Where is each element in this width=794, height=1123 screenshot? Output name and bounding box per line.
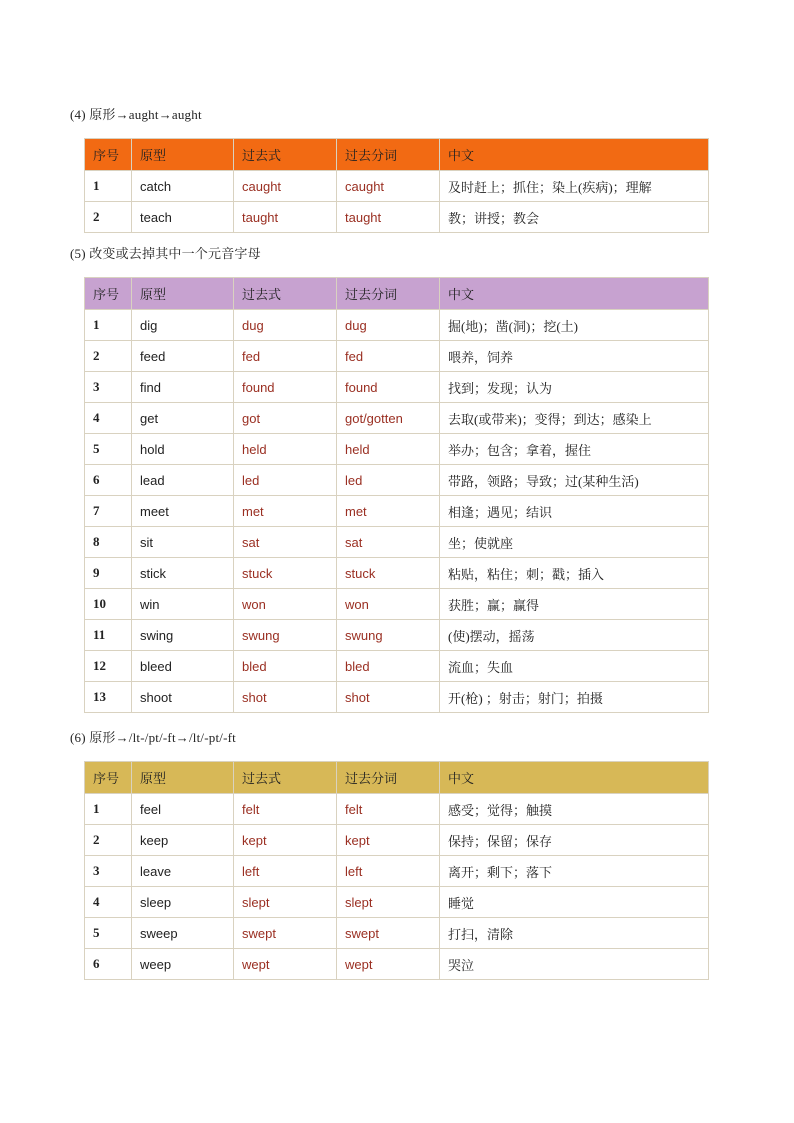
row-number: 3 [85,372,132,403]
chinese-meaning: 坐；使就座 [440,527,709,558]
chinese-meaning: 哭泣 [440,949,709,980]
header-number: 序号 [85,278,132,310]
section-5-heading: (5) 改变或去掉其中一个元音字母 [70,246,261,261]
base-form: get [132,403,234,434]
row-number: 9 [85,558,132,589]
header-base-form: 原型 [132,139,234,171]
row-number: 13 [85,682,132,713]
chinese-meaning: 开(枪) ；射击；射门；拍摄 [440,682,709,713]
row-number: 7 [85,496,132,527]
base-form: weep [132,949,234,980]
table-row [85,496,709,527]
table-row [85,171,709,202]
header-number: 序号 [85,762,132,794]
row-number: 1 [85,310,132,341]
base-form: lead [132,465,234,496]
chinese-meaning: 打扫，清除 [440,918,709,949]
row-number: 11 [85,620,132,651]
table-header-row [85,278,709,310]
section-6-heading: (6) 原形→/lt-/pt/-ft→/lt/-pt/-ft [70,730,236,745]
row-number: 2 [85,202,132,233]
chinese-meaning: 找到；发现；认为 [440,372,709,403]
table-header-row [85,139,709,171]
chinese-meaning: 流血；失血 [440,651,709,682]
past-tense: kept [234,825,337,856]
header-past-participle: 过去分词 [337,139,440,171]
past-participle: fed [337,341,440,372]
past-tense: swept [234,918,337,949]
past-participle: caught [337,171,440,202]
row-number: 1 [85,171,132,202]
table-row [85,620,709,651]
chinese-meaning: (使)摆动，摇荡 [440,620,709,651]
section-6-table [84,761,709,980]
header-base-form: 原型 [132,762,234,794]
table-row [85,825,709,856]
table-row [85,887,709,918]
base-form: shoot [132,682,234,713]
row-number: 4 [85,403,132,434]
section-4-table [84,138,709,233]
past-tense: sat [234,527,337,558]
past-participle: slept [337,887,440,918]
base-form: stick [132,558,234,589]
past-tense: caught [234,171,337,202]
row-number: 2 [85,341,132,372]
chinese-meaning: 带路，领路；导致；过(某种生活) [440,465,709,496]
base-form: feed [132,341,234,372]
past-participle: taught [337,202,440,233]
table-row [85,465,709,496]
table-row [85,949,709,980]
base-form: win [132,589,234,620]
table-header-row [85,762,709,794]
past-participle: left [337,856,440,887]
past-participle: dug [337,310,440,341]
base-form: teach [132,202,234,233]
base-form: sleep [132,887,234,918]
row-number: 8 [85,527,132,558]
past-tense: held [234,434,337,465]
table-row [85,527,709,558]
row-number: 5 [85,918,132,949]
table-row [85,794,709,825]
row-number: 12 [85,651,132,682]
past-tense: stuck [234,558,337,589]
past-tense: wept [234,949,337,980]
chinese-meaning: 感受；觉得；触摸 [440,794,709,825]
row-number: 10 [85,589,132,620]
row-number: 4 [85,887,132,918]
base-form: bleed [132,651,234,682]
past-tense: left [234,856,337,887]
row-number: 2 [85,825,132,856]
header-past-tense: 过去式 [234,278,337,310]
past-participle: sat [337,527,440,558]
header-chinese: 中文 [440,278,709,310]
base-form: hold [132,434,234,465]
chinese-meaning: 教；讲授；教会 [440,202,709,233]
table-row [85,310,709,341]
past-participle: won [337,589,440,620]
past-participle: met [337,496,440,527]
chinese-meaning: 及时赶上；抓住；染上(疾病)；理解 [440,171,709,202]
table-row [85,558,709,589]
header-past-tense: 过去式 [234,139,337,171]
row-number: 1 [85,794,132,825]
header-past-tense: 过去式 [234,762,337,794]
base-form: sweep [132,918,234,949]
table-row [85,434,709,465]
header-chinese: 中文 [440,139,709,171]
base-form: meet [132,496,234,527]
past-tense: fed [234,341,337,372]
row-number: 6 [85,465,132,496]
header-chinese: 中文 [440,762,709,794]
past-participle: swept [337,918,440,949]
chinese-meaning: 喂养，饲养 [440,341,709,372]
past-participle: held [337,434,440,465]
past-tense: felt [234,794,337,825]
table-row [85,403,709,434]
table-row [85,589,709,620]
chinese-meaning: 获胜；赢；赢得 [440,589,709,620]
header-base-form: 原型 [132,278,234,310]
past-participle: found [337,372,440,403]
header-past-participle: 过去分词 [337,278,440,310]
row-number: 5 [85,434,132,465]
base-form: feel [132,794,234,825]
past-tense: led [234,465,337,496]
past-participle: swung [337,620,440,651]
past-participle: kept [337,825,440,856]
row-number: 3 [85,856,132,887]
past-tense: swung [234,620,337,651]
chinese-meaning: 离开；剩下；落下 [440,856,709,887]
past-tense: found [234,372,337,403]
header-past-participle: 过去分词 [337,762,440,794]
base-form: sit [132,527,234,558]
past-tense: won [234,589,337,620]
past-participle: shot [337,682,440,713]
past-participle: bled [337,651,440,682]
past-participle: led [337,465,440,496]
chinese-meaning: 相逢；遇见；结识 [440,496,709,527]
chinese-meaning: 保持；保留；保存 [440,825,709,856]
table-row [85,856,709,887]
header-number: 序号 [85,139,132,171]
past-participle: wept [337,949,440,980]
past-tense: dug [234,310,337,341]
past-tense: met [234,496,337,527]
base-form: swing [132,620,234,651]
past-tense: bled [234,651,337,682]
past-participle: got/gotten [337,403,440,434]
base-form: catch [132,171,234,202]
table-row [85,372,709,403]
chinese-meaning: 去取(或带来)；变得；到达；感染上 [440,403,709,434]
table-row [85,682,709,713]
table-row [85,651,709,682]
chinese-meaning: 粘贴，粘住；刺；戳；插入 [440,558,709,589]
row-number: 6 [85,949,132,980]
base-form: leave [132,856,234,887]
chinese-meaning: 掘(地)；凿(洞)；挖(土) [440,310,709,341]
chinese-meaning: 睡觉 [440,887,709,918]
past-participle: stuck [337,558,440,589]
past-tense: taught [234,202,337,233]
base-form: find [132,372,234,403]
past-tense: got [234,403,337,434]
chinese-meaning: 举办；包含；拿着，握住 [440,434,709,465]
table-row [85,918,709,949]
section-5-table [84,277,709,713]
section-4-heading: (4) 原形→aught→aught [70,107,202,122]
table-row [85,341,709,372]
base-form: dig [132,310,234,341]
table-row [85,202,709,233]
past-tense: slept [234,887,337,918]
base-form: keep [132,825,234,856]
past-tense: shot [234,682,337,713]
past-participle: felt [337,794,440,825]
